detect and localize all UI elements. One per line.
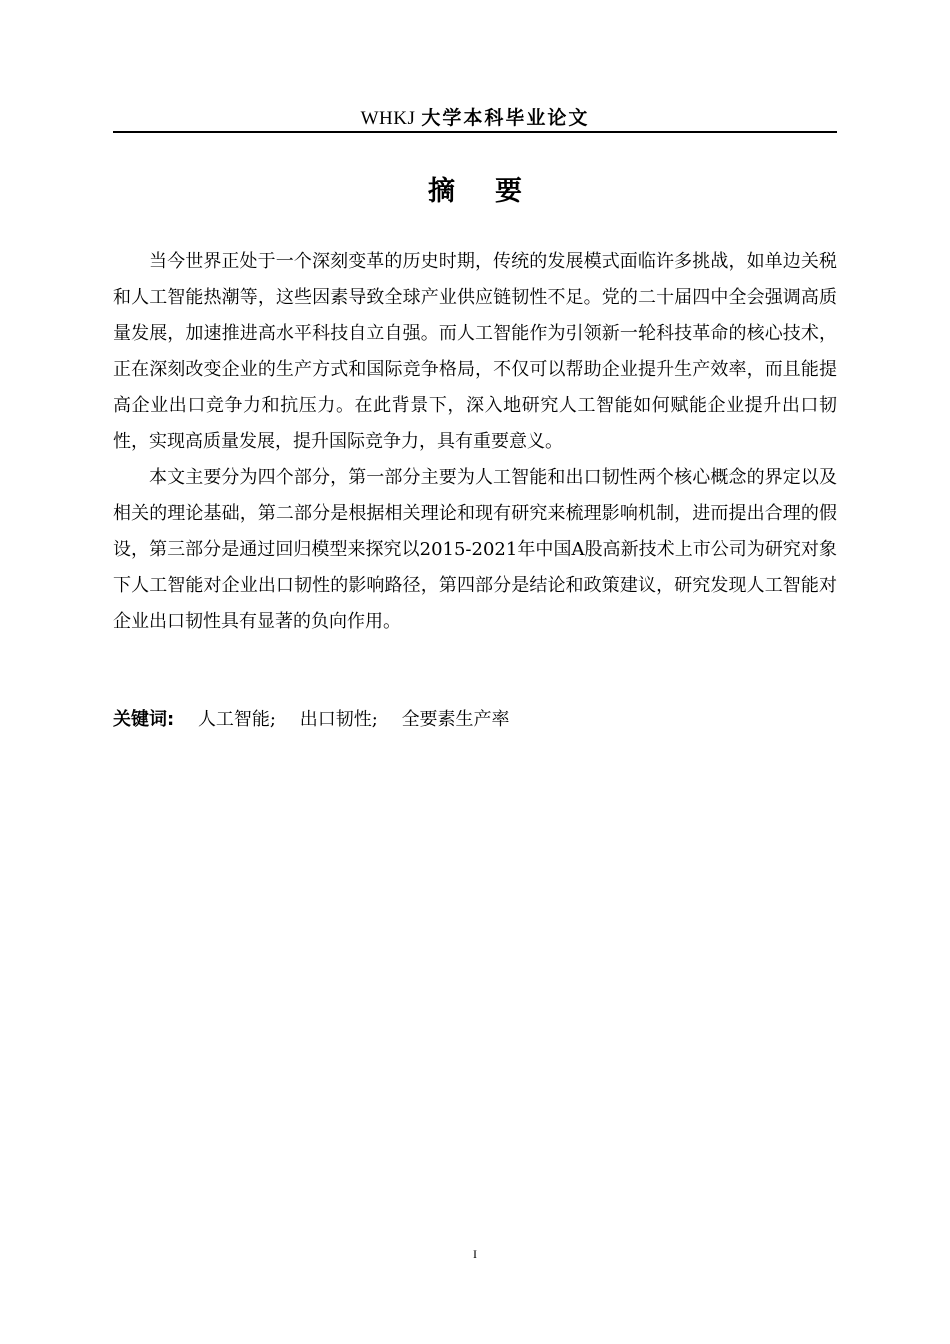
abstract-title: 摘要 <box>428 176 562 207</box>
keyword-item: 全要素生产率 <box>401 709 510 730</box>
page-header <box>113 104 837 132</box>
keyword-item: 人工智能; <box>197 709 277 730</box>
abstract-paragraph-2: 本文主要分为四个部分，第一部分主要为人工智能和出口韧性两个核心概念的界定以及相关的理论基础，第二部分是根据相关理论和现有研究来梳理影响机制，进而提出合理的假设，第三部分是通过回归模型来探究以2015-2021年中国A股高新技术上市公司为研究对象下人工智能对企业出口韧性的影响路径，第四部分是结论和政策建议，研究发现人工智能对企业出口韧性具有显著的负向作用。 <box>113 467 837 632</box>
header-title: 大学本科毕业论文 <box>421 107 590 129</box>
header-rule <box>113 131 837 133</box>
abstract-body <box>113 244 837 640</box>
header-code: WHKJ <box>360 108 416 129</box>
page-number: I <box>473 1247 477 1261</box>
keywords-label: 关键词: <box>113 709 175 730</box>
keyword-item: 出口韧性; <box>299 709 378 730</box>
keywords-line <box>113 704 837 736</box>
abstract-paragraph-1: 当今世界正处于一个深刻变革的历史时期，传统的发展模式面临许多挑战，如单边关税和人工智能热潮等，这些因素导致全球产业供应链韧性不足。党的二十届四中全会强调高质量发展，加速推进高水平科技自立自强。而人工智能作为引领新一轮科技革命的核心技术，正在深刻改变企业的生产方式和国际竞争格局，不仅可以帮助企业提升生产效率，而且能提高企业出口竞争力和抗压力。在此背景下，深入地研究人工智能如何赋能企业提升出口韧性，实现高质量发展，提升国际竞争力，具有重要意义。 <box>113 251 837 452</box>
